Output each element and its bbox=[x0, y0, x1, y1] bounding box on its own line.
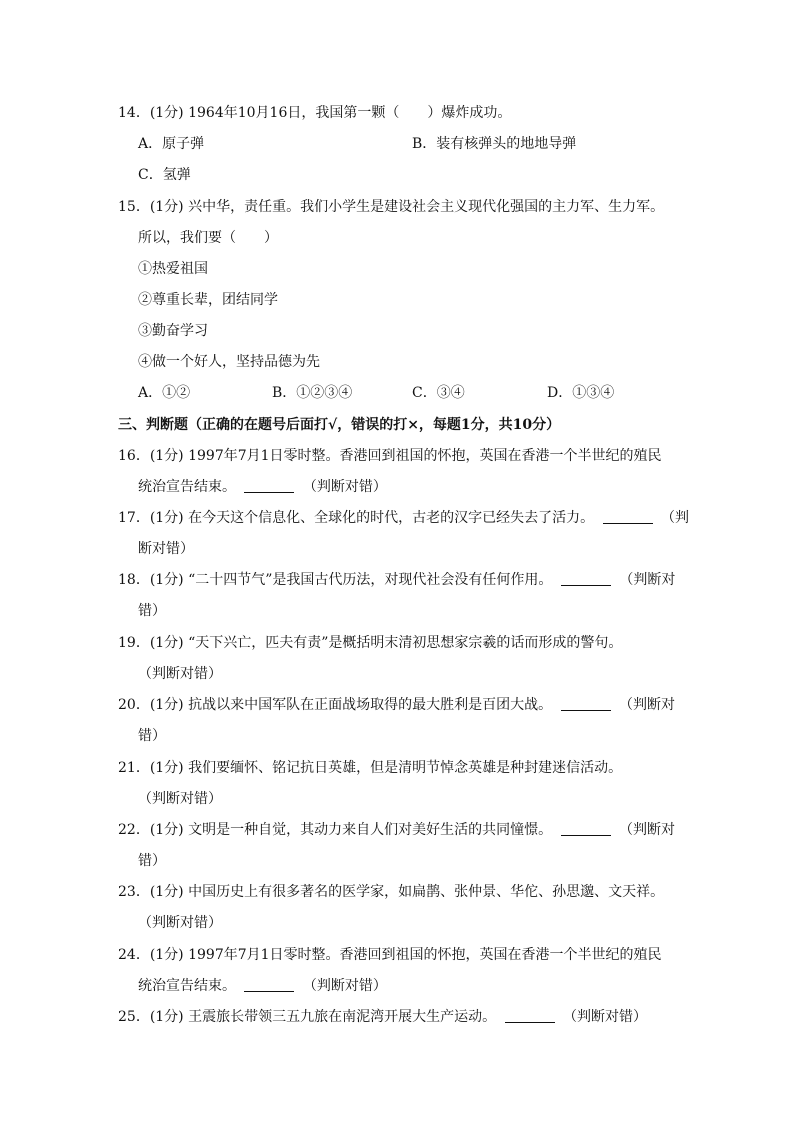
question-14-stem: 14．(1分) 1964年10月16日，我国第一颗（ ）爆炸成功。 bbox=[118, 105, 512, 121]
question-15-option-c: C．③④ bbox=[412, 385, 465, 401]
answer-blank-18[interactable] bbox=[561, 571, 611, 586]
question-17-judge: （判 bbox=[661, 510, 690, 526]
question-17-text: 17．(1分) 在今天这个信息化、全球化的时代，古老的汉字已经失去了活力。 bbox=[118, 510, 595, 526]
question-24-line-1: 24．(1分) 1997年7月1日零时整。香港回到祖国的怀抱，英国在香港一个半世纪的殖民 bbox=[118, 947, 662, 963]
question-15-item-3: ③勤奋学习 bbox=[138, 323, 208, 339]
question-21-line-1: 21．(1分) 我们要缅怀、铭记抗日英雄，但是清明节悼念英雄是种封建迷信活动。 bbox=[118, 760, 623, 776]
question-15-option-b: B．①②③④ bbox=[272, 385, 353, 401]
question-24-judge: （判断对错） bbox=[302, 978, 387, 994]
question-15-option-d: D．①③④ bbox=[547, 385, 615, 401]
question-22-line-2: 错） bbox=[138, 853, 166, 869]
question-23-line-2: （判断对错） bbox=[138, 915, 222, 931]
answer-blank-25[interactable] bbox=[505, 1008, 555, 1023]
question-16-line-2 bbox=[138, 478, 387, 496]
question-25-text: 25．(1分) 王震旅长带领三五九旅在南泥湾开展大生产运动。 bbox=[118, 1009, 497, 1025]
question-20-line-1 bbox=[118, 696, 675, 714]
question-16-judge: （判断对错） bbox=[302, 479, 387, 495]
question-18-line-1 bbox=[118, 571, 675, 589]
question-22-text: 22．(1分) 文明是一种自觉，其动力来自人们对美好生活的共同憧憬。 bbox=[118, 822, 553, 838]
question-24-tail: 统治宣告结束。 bbox=[138, 978, 236, 994]
question-23-line-1: 23．(1分) 中国历史上有很多著名的医学家，如扁鹊、张仲景、华佗、孙思邈、文天祥。 bbox=[118, 884, 665, 900]
answer-blank-24[interactable] bbox=[244, 977, 294, 992]
question-14-option-a: A．原子弹 bbox=[138, 136, 205, 152]
question-18-line-2: 错） bbox=[138, 603, 166, 619]
question-22-line-1 bbox=[118, 821, 675, 839]
question-25-line-1 bbox=[118, 1008, 647, 1026]
question-15-stem: 15．(1分) 兴中华，责任重。我们小学生是建设社会主义现代化强国的主力军、生力军。 bbox=[118, 199, 665, 215]
question-18-text: 18．(1分) “二十四节气”是我国古代历法，对现代社会没有任何作用。 bbox=[118, 572, 553, 588]
answer-blank-22[interactable] bbox=[561, 821, 611, 836]
question-15-item-4: ④做一个好人，坚持品德为先 bbox=[138, 354, 320, 370]
question-21-line-2: （判断对错） bbox=[138, 791, 222, 807]
question-15-stem-cont: 所以，我们要（ ） bbox=[138, 230, 278, 246]
question-15-option-a: A．①② bbox=[138, 385, 191, 401]
question-20-text: 20．(1分) 抗战以来中国军队在正面战场取得的最大胜利是百团大战。 bbox=[118, 697, 553, 713]
answer-blank-20[interactable] bbox=[561, 696, 611, 711]
section-3-heading: 三、判断题（正确的在题号后面打√，错误的打×，每题1分，共10分） bbox=[118, 417, 561, 433]
question-25-judge: （判断对错） bbox=[563, 1009, 648, 1025]
answer-blank-17[interactable] bbox=[603, 509, 653, 524]
question-16-line-1: 16．(1分) 1997年7月1日零时整。香港回到祖国的怀抱，英国在香港一个半世纪的殖民 bbox=[118, 448, 662, 464]
question-15-item-2: ②尊重长辈，团结同学 bbox=[138, 292, 278, 308]
question-14-option-b: B．装有核弹头的地地导弹 bbox=[412, 136, 577, 152]
question-14-option-c: C．氢弹 bbox=[138, 167, 191, 183]
question-20-judge: （判断对 bbox=[619, 697, 676, 713]
question-20-line-2: 错） bbox=[138, 728, 166, 744]
question-15-item-1: ①热爱祖国 bbox=[138, 261, 208, 277]
question-16-tail: 统治宣告结束。 bbox=[138, 479, 236, 495]
question-22-judge: （判断对 bbox=[619, 822, 676, 838]
question-24-line-2 bbox=[138, 977, 387, 995]
question-19-line-1: 19．(1分) “天下兴亡，匹夫有责”是概括明末清初思想家宗羲的话而形成的警句。 bbox=[118, 635, 623, 651]
answer-blank-16[interactable] bbox=[244, 478, 294, 493]
question-17-line-2: 断对错） bbox=[138, 541, 194, 557]
question-19-line-2: （判断对错） bbox=[138, 666, 222, 682]
question-17-line-1 bbox=[118, 509, 689, 527]
question-18-judge: （判断对 bbox=[619, 572, 676, 588]
